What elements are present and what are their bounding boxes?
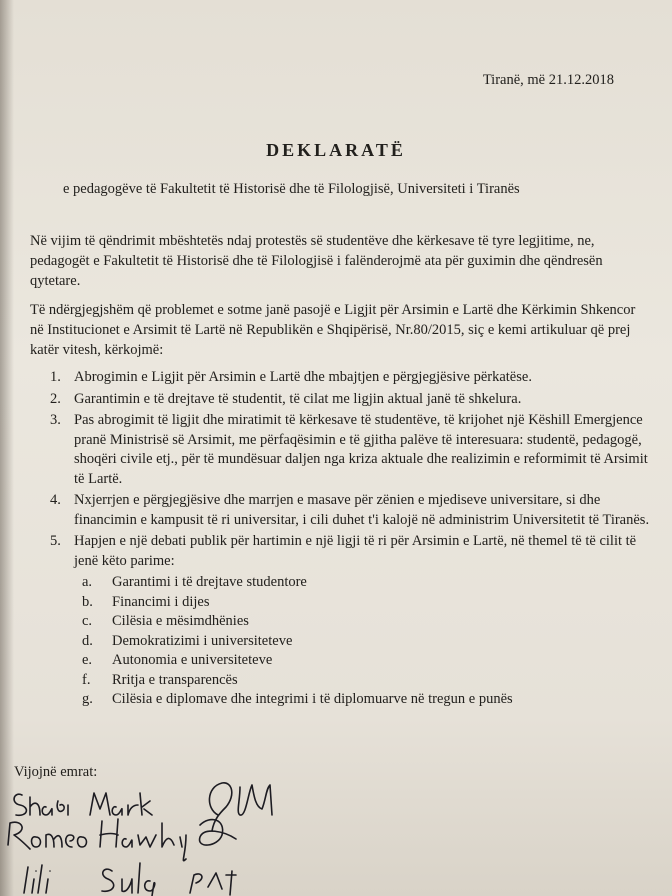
list-item — [50, 411, 650, 489]
list-item-text: Garantimin e të drejtave të studentit, të cilat me ligjin aktual janë të shkelura. — [74, 390, 522, 407]
document-date: Tiranë, më 21.12.2018 — [482, 72, 614, 88]
list-item-number: 5. — [50, 533, 61, 549]
list-item-number: 2. — [50, 390, 61, 407]
list-item-text: Nxjerrjen e përgjegjësive dhe marrjen e masave për zënien e mjediseve universitare, si dhe financimin e kampusit të ri universitar, i cili duhet t'i kalojë në administrim Universitetit të Tiranës. — [74, 492, 650, 528]
list-item — [50, 491, 650, 530]
principle-item: a. Garantimi i të drejtave studentore — [82, 574, 307, 590]
list-item-number: 1. — [50, 369, 61, 385]
list-item-text: Abrogimin e Ligjit për Arsimin e Lartë dhe mbajtjen e përgjegjësive përkatëse. — [74, 369, 532, 385]
context-paragraph: Të ndërgjegjshëm që problemet e sotme janë pasojë e Ligjit për Arsimin e Lartë dhe Kërkimin Shkencor në Institucionet e Arsimit të Lartë në Republikën e Shqipërisë, Nr.80/2015, siç e kemi artikuluar që prej katër vitesh, kërkojmë: — [30, 302, 636, 358]
signature-scribble — [209, 783, 272, 831]
signature-sula — [102, 863, 155, 896]
list-item — [50, 368, 650, 388]
principle-item: c. Cilësia e mësimdhënies — [82, 613, 249, 629]
document-title: DEKLARATË — [266, 140, 406, 160]
signature-marku — [90, 793, 152, 815]
document-subtitle: e pedagogëve të Fakultetit të Historisë dhe të Filologjisë, Universiteti i Tiranës — [63, 181, 520, 197]
signatures-area — [0, 775, 672, 896]
principle-item: b. Financimi i dijes — [82, 593, 210, 610]
demands-list — [50, 368, 650, 712]
signature-partial — [190, 871, 236, 895]
principles-list — [74, 573, 650, 710]
signers-label: Vijojnë emrat: — [14, 764, 98, 780]
list-item — [50, 532, 650, 710]
list-item — [50, 390, 650, 410]
principle-item: f. Rritja e transparencës — [82, 671, 238, 688]
intro-paragraph: Në vijim të qëndrimit mbështetës ndaj protestës së studentëve dhe kërkesave të tyre legjitime, ne, pedagogët e Fakultetit të Historisë dhe të Filologjisë i falënderojmë ata për guximin dhe qëndresën qytetare. — [30, 233, 603, 289]
signature-romeo-hanxhari — [8, 819, 236, 861]
principle-item: d. Demokratizimi i universiteteve — [82, 632, 293, 649]
list-item-number: 4. — [50, 492, 61, 508]
signature-lili — [24, 865, 50, 893]
list-item-text: Pas abrogimit të ligjit dhe miratimit të kërkesave të studentëve, të krijohet një Këshill Emergjence pranë Ministrisë së Arsimit, me përfaqësimin e të gjitha palëve të interesuara: studentë, pedagogë, shoqëri civile etj., për të mundësuar daljen nga kriza aktuale dhe realizimin e reformimit të Arsimit të Lartë. — [74, 412, 648, 487]
list-item-text: Hapjen e një debati publik për hartimin e një ligji të ri për Arsimin e Lartë, në themel të të cilit të jenë këto parime: — [74, 533, 637, 569]
principle-item: g. Cilësia e diplomave dhe integrimi i të diplomuarve në tregun e punës — [82, 691, 513, 707]
list-item-number: 3. — [50, 412, 61, 428]
principle-item: e. Autonomia e universiteteve — [82, 652, 273, 668]
page-shadow — [0, 0, 14, 896]
signature-shasha — [14, 794, 68, 815]
